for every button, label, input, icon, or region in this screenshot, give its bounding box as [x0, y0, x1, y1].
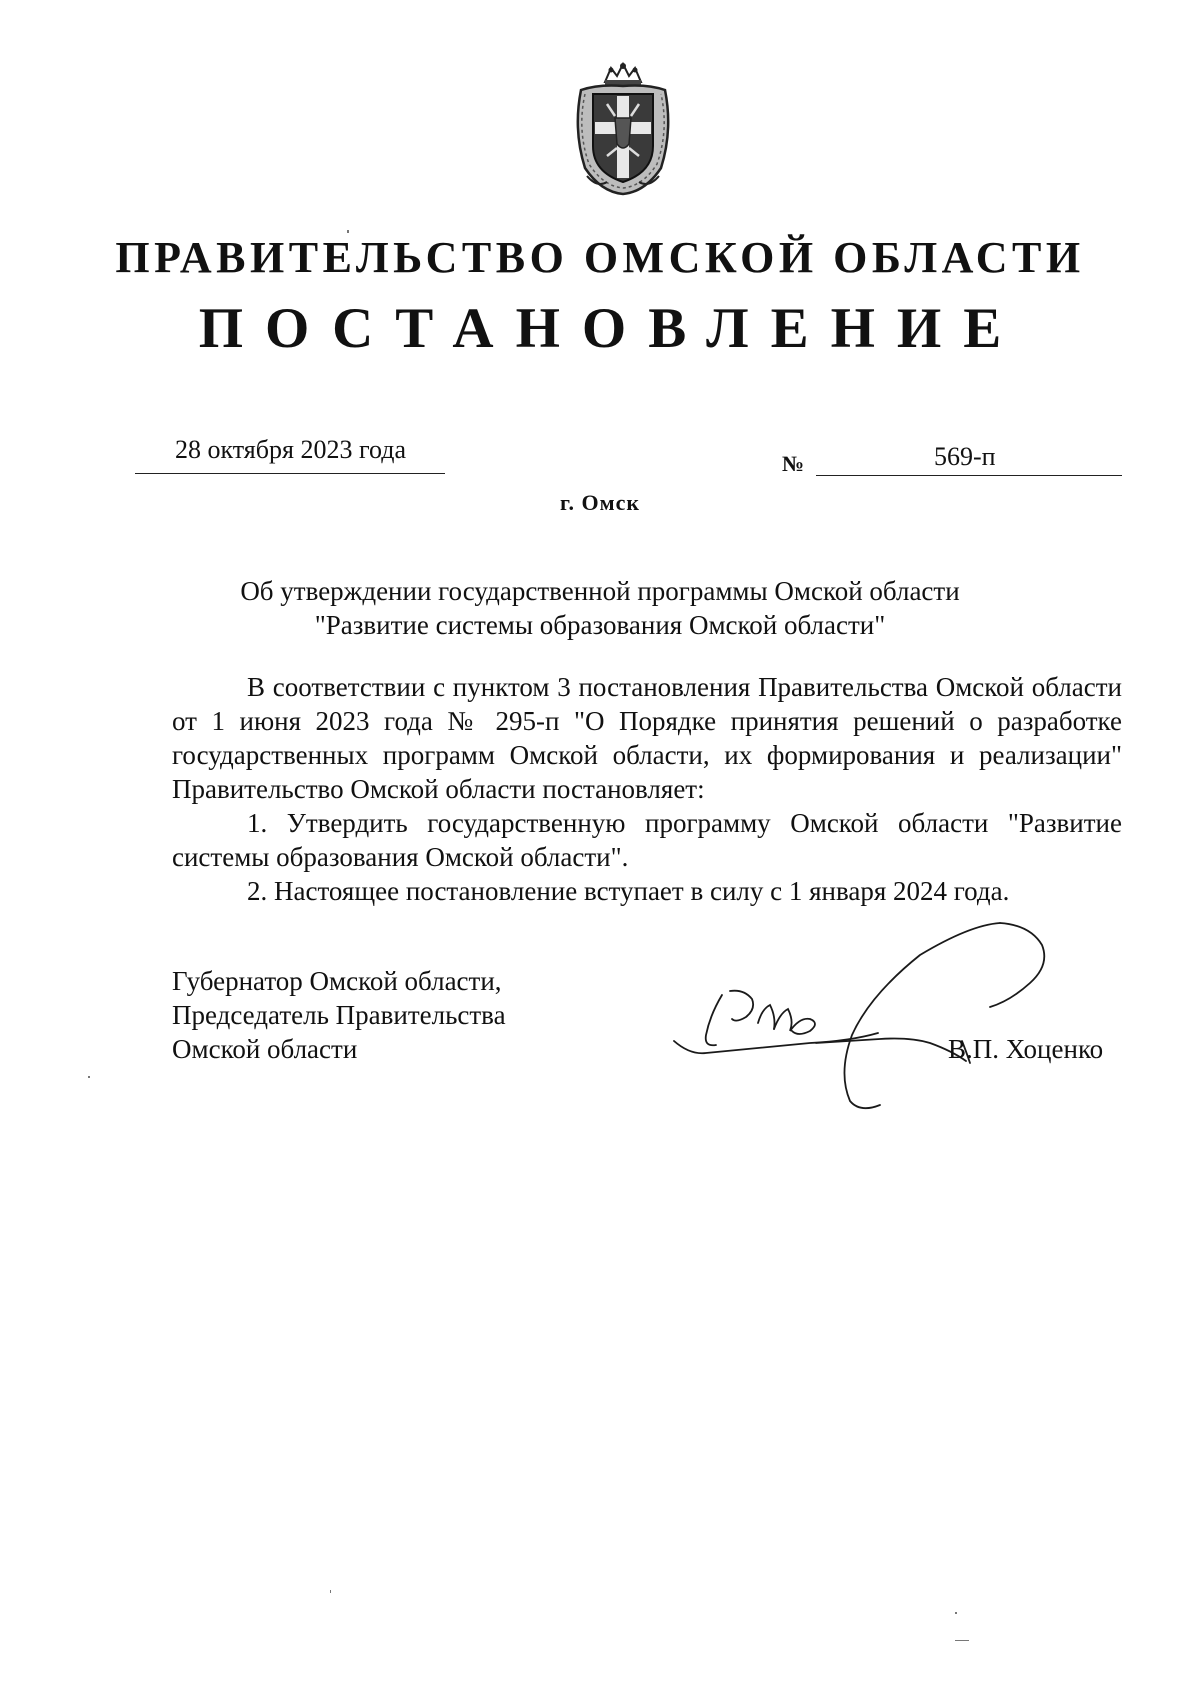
number-sign: №: [782, 451, 805, 476]
document-title: [150, 574, 1050, 642]
handwritten-signature-icon: [670, 905, 1090, 1115]
scan-speck: [955, 1612, 957, 1614]
signatory-title-line-2: Председатель Правительства: [172, 1000, 506, 1030]
document-number: 569-п: [934, 442, 996, 471]
title-line-2: "Развитие системы образования Омской области": [314, 610, 886, 640]
signatory-title: [172, 964, 506, 1066]
signatory-title-line-3: Омской области: [172, 1034, 358, 1064]
scan-speck: [330, 1590, 331, 1593]
scan-speck: [88, 1076, 90, 1078]
clause-2-paragraph: 2. Настоящее постановление вступает в силу с 1 января 2024 года.: [247, 876, 1010, 906]
coat-of-arms-icon: [567, 60, 679, 198]
document-body: [172, 670, 1122, 908]
scan-speck: [347, 230, 349, 233]
clause-1-paragraph: 1. Утвердить государственную программу Омской области "Развитие системы образования Омской области".: [172, 808, 1122, 872]
date-field: [135, 433, 445, 474]
document-type-heading: ПОСТАНОВЛЕНИЕ: [198, 297, 1024, 360]
number-field: [816, 440, 1122, 476]
signatory-name: В.П. Хоценко: [948, 1034, 1104, 1064]
preamble-paragraph: В соответствии с пунктом 3 постановления Правительства Омской области от 1 июня 2023 года № 295-п "О Порядке принятия решений о разработке государственных программ Омской области, их формирования и реализации" Правительство Омской области постановляет:: [172, 672, 1122, 804]
signatory-title-line-1: Губернатор Омской области,: [172, 966, 502, 996]
document-date: 28 октября 2023 года: [175, 435, 406, 464]
scan-speck: [955, 1640, 969, 1641]
title-line-1: Об утверждении государственной программы Омской области: [240, 576, 960, 606]
document-city: г. Омск: [559, 490, 641, 515]
government-name-heading: ПРАВИТЕЛЬСТВО ОМСКОЙ ОБЛАСТИ: [115, 233, 1085, 282]
